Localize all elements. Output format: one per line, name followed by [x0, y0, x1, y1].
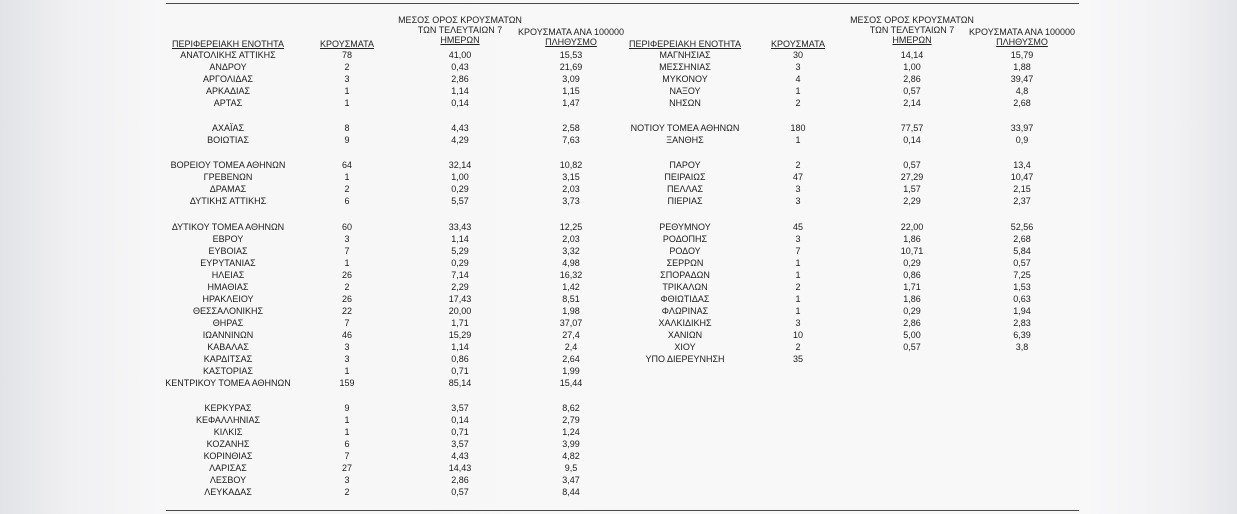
cell-per100k: 1,47	[562, 98, 580, 108]
cell-cases: 1	[795, 135, 801, 145]
cell-region: ΣΕΡΡΩΝ	[666, 258, 704, 268]
cell-per100k: 2,58	[562, 123, 580, 133]
cell-cases: 180	[790, 123, 806, 133]
cell-avg7: 0,29	[903, 258, 921, 268]
cell-cases: 2	[795, 98, 801, 108]
cell-cases: 3	[344, 74, 350, 84]
cell-per100k: 8,62	[562, 403, 580, 413]
cell-per100k: 3,73	[562, 196, 580, 206]
cell-region: ΑΝΔΡΟΥ	[209, 62, 247, 72]
cell-cases: 3	[344, 354, 350, 364]
cell-cases: 30	[792, 50, 804, 60]
cell-avg7: 1,00	[903, 62, 921, 72]
cell-region: ΑΧΑΪΑΣ	[211, 123, 245, 133]
cell-per100k: 15,79	[1010, 50, 1034, 60]
cell-avg7: 0,57	[903, 86, 921, 96]
cell-cases: 3	[795, 62, 801, 72]
cell-cases: 3	[344, 342, 350, 352]
cell-per100k: 2,4	[564, 342, 578, 352]
cell-per100k: 1,24	[562, 427, 580, 437]
cell-per100k: 1,42	[562, 282, 580, 292]
left-header-avg	[398, 15, 522, 45]
cell-region: ΚΑΡΔΙΤΣΑΣ	[203, 354, 253, 364]
right-header-cases: ΚΡΟΥΣΜΑΤΑ	[771, 39, 825, 49]
left-header-per100k	[518, 27, 624, 47]
right-header-avg-line1: ΜΕΣΟΣ ΟΡΟΣ ΚΡΟΥΣΜΑΤΩΝ	[850, 15, 974, 25]
cell-cases: 2	[795, 342, 801, 352]
cell-per100k: 39,47	[1010, 74, 1034, 84]
cell-cases: 3	[795, 234, 801, 244]
cell-region: ΘΕΣΣΑΛΟΝΙΚΗΣ	[192, 306, 264, 316]
cell-per100k: 13,4	[1013, 160, 1031, 170]
cell-cases: 9	[344, 135, 350, 145]
cell-region: ΒΟΙΩΤΙΑΣ	[207, 135, 249, 145]
cell-avg7: 0,86	[903, 270, 921, 280]
cell-avg7: 2,86	[451, 475, 469, 485]
cell-avg7: 32,14	[448, 160, 472, 170]
cell-region: ΚΑΒΑΛΑΣ	[207, 342, 249, 352]
cell-per100k: 7,63	[562, 135, 580, 145]
cell-cases: 4	[795, 74, 801, 84]
cell-avg7: 0,14	[451, 415, 469, 425]
cell-region: ΜΕΣΣΗΝΙΑΣ	[659, 62, 711, 72]
bottom-rule	[166, 510, 1079, 511]
cell-cases: 159	[339, 378, 355, 388]
cell-avg7: 2,86	[903, 318, 921, 328]
cell-region: ΚΟΡΙΝΘΙΑΣ	[203, 451, 253, 461]
cell-cases: 2	[795, 282, 801, 292]
cell-region: ΠΙΕΡΙΑΣ	[667, 196, 703, 206]
cell-region: ΚΙΛΚΙΣ	[213, 427, 243, 437]
cell-per100k: 21,69	[559, 62, 583, 72]
cell-cases: 26	[341, 294, 353, 304]
cell-cases: 3	[795, 318, 801, 328]
cell-region: ΦΛΩΡΙΝΑΣ	[661, 306, 709, 316]
cell-cases: 1	[344, 415, 350, 425]
cell-per100k: 2,03	[562, 184, 580, 194]
cell-avg7: 2,86	[451, 74, 469, 84]
cell-avg7: 0,14	[903, 135, 921, 145]
cell-per100k: 2,83	[1013, 318, 1031, 328]
cell-per100k: 2,64	[562, 354, 580, 364]
cell-per100k: 1,94	[1013, 306, 1031, 316]
right-header-avg	[850, 15, 974, 45]
right-header-per100k-line2: ΠΛΗΘΥΣΜΟ	[996, 37, 1048, 47]
cell-cases: 3	[344, 234, 350, 244]
left-header-per100k-line1: ΚΡΟΥΣΜΑΤΑ ΑΝΑ 100000	[518, 27, 624, 37]
cell-region: ΗΜΑΘΙΑΣ	[207, 282, 249, 292]
cell-cases: 9	[344, 403, 350, 413]
cell-cases: 1	[344, 98, 350, 108]
left-header-avg-line2: ΤΩΝ ΤΕΛΕΥΤΑΙΩΝ 7	[417, 25, 503, 35]
cell-region: ΜΑΓΝΗΣΙΑΣ	[659, 50, 711, 60]
top-rule	[166, 3, 1079, 4]
cell-cases: 10	[792, 330, 804, 340]
cell-cases: 2	[344, 184, 350, 194]
cell-per100k: 16,32	[559, 270, 583, 280]
cell-cases: 1	[795, 270, 801, 280]
cell-cases: 1	[795, 86, 801, 96]
cell-per100k: 3,8	[1015, 342, 1029, 352]
cell-region: ΧΑΝΙΩΝ	[667, 330, 703, 340]
cell-avg7: 20,00	[448, 306, 472, 316]
cell-per100k: 8,44	[562, 487, 580, 497]
cell-per100k: 12,25	[559, 222, 583, 232]
cell-cases: 1	[344, 258, 350, 268]
cell-cases: 1	[344, 86, 350, 96]
cell-region: ΧΑΛΚΙΔΙΚΗΣ	[658, 318, 712, 328]
cell-region: ΕΥΡΥΤΑΝΙΑΣ	[200, 258, 256, 268]
cell-per100k: 3,47	[562, 475, 580, 485]
cell-avg7: 22,00	[900, 222, 924, 232]
cell-avg7: 1,71	[451, 318, 469, 328]
cell-per100k: 8,51	[562, 294, 580, 304]
cell-cases: 2	[344, 282, 350, 292]
cell-avg7: 1,00	[451, 172, 469, 182]
cell-region: ΑΝΑΤΟΛΙΚΗΣ ΑΤΤΙΚΗΣ	[180, 50, 276, 60]
cell-cases: 64	[341, 160, 353, 170]
right-header-per100k	[969, 27, 1075, 47]
cell-avg7: 1,57	[903, 184, 921, 194]
cell-avg7: 14,43	[448, 463, 472, 473]
cell-region: ΑΡΓΟΛΙΔΑΣ	[203, 74, 253, 84]
cell-avg7: 0,43	[451, 62, 469, 72]
cell-cases: 7	[344, 451, 350, 461]
cell-avg7: 1,86	[903, 294, 921, 304]
cell-avg7: 15,29	[448, 330, 472, 340]
cell-region: ΑΡΚΑΔΙΑΣ	[205, 86, 251, 96]
cell-avg7: 0,14	[451, 98, 469, 108]
cell-region: ΕΒΡΟΥ	[212, 234, 244, 244]
cell-region: ΑΡΤΑΣ	[213, 98, 243, 108]
cell-region: ΛΑΡΙΣΑΣ	[209, 463, 247, 473]
cell-region: ΥΠΟ ΔΙΕΡΕΥΝΗΣΗ	[645, 354, 725, 364]
cell-per100k: 0,63	[1013, 294, 1031, 304]
cell-region: ΛΕΣΒΟΥ	[209, 475, 247, 485]
cell-per100k: 1,98	[562, 306, 580, 316]
cell-region: ΣΠΟΡΑΔΩΝ	[660, 270, 710, 280]
cell-region: ΠΕΙΡΑΙΩΣ	[664, 172, 706, 182]
cell-avg7: 5,29	[451, 246, 469, 256]
cell-per100k: 37,07	[559, 318, 583, 328]
cell-per100k: 1,53	[1013, 282, 1031, 292]
cell-per100k: 52,56	[1010, 222, 1034, 232]
cell-per100k: 1,15	[562, 86, 580, 96]
cell-cases: 45	[792, 222, 804, 232]
cell-cases: 27	[341, 463, 353, 473]
cell-per100k: 10,47	[1010, 172, 1034, 182]
cell-avg7: 3,57	[451, 439, 469, 449]
cell-cases: 26	[341, 270, 353, 280]
cell-per100k: 15,53	[559, 50, 583, 60]
cell-region: ΡΕΘΥΜΝΟΥ	[659, 222, 711, 232]
cell-avg7: 7,14	[451, 270, 469, 280]
cell-region: ΤΡΙΚΑΛΩΝ	[662, 282, 708, 292]
cell-avg7: 1,71	[903, 282, 921, 292]
cell-cases: 1	[344, 172, 350, 182]
cell-cases: 2	[795, 160, 801, 170]
cell-avg7: 27,29	[900, 172, 924, 182]
cell-avg7: 1,14	[451, 86, 469, 96]
cell-cases: 47	[792, 172, 804, 182]
cell-region: ΛΕΥΚΑΔΑΣ	[204, 487, 252, 497]
cell-avg7: 4,29	[451, 135, 469, 145]
cell-avg7: 4,43	[451, 451, 469, 461]
cell-cases: 7	[795, 246, 801, 256]
left-header-cases: ΚΡΟΥΣΜΑΤΑ	[320, 39, 374, 49]
cell-region: ΡΟΔΟΠΗΣ	[662, 234, 708, 244]
cell-avg7: 0,57	[451, 487, 469, 497]
cell-per100k: 3,09	[562, 74, 580, 84]
cell-cases: 35	[792, 354, 804, 364]
cell-avg7: 1,14	[451, 342, 469, 352]
cell-avg7: 0,71	[451, 427, 469, 437]
cell-per100k: 3,15	[562, 172, 580, 182]
cell-cases: 3	[795, 196, 801, 206]
cell-region: ΡΟΔΟΥ	[669, 246, 701, 256]
cell-avg7: 0,71	[451, 366, 469, 376]
cell-region: ΔΡΑΜΑΣ	[209, 184, 247, 194]
cell-avg7: 33,43	[448, 222, 472, 232]
cell-avg7: 0,57	[903, 342, 921, 352]
cell-cases: 2	[344, 62, 350, 72]
cell-avg7: 0,29	[451, 258, 469, 268]
cell-region: ΚΕΡΚΥΡΑΣ	[204, 403, 252, 413]
cell-per100k: 2,68	[1013, 234, 1031, 244]
cell-region: ΚΕΝΤΡΙΚΟΥ ΤΟΜΕΑ ΑΘΗΝΩΝ	[165, 378, 291, 388]
cell-region: ΔΥΤΙΚΗΣ ΑΤΤΙΚΗΣ	[189, 196, 267, 206]
cell-avg7: 17,43	[448, 294, 472, 304]
cell-cases: 1	[344, 366, 350, 376]
cell-per100k: 10,82	[559, 160, 583, 170]
cell-avg7: 41,00	[448, 50, 472, 60]
cell-per100k: 1,88	[1013, 62, 1031, 72]
cell-per100k: 4,8	[1015, 86, 1029, 96]
cell-region: ΒΟΡΕΙΟΥ ΤΟΜΕΑ ΑΘΗΝΩΝ	[170, 160, 286, 170]
cell-avg7: 0,29	[903, 306, 921, 316]
cell-per100k: 27,4	[562, 330, 580, 340]
cell-per100k: 2,79	[562, 415, 580, 425]
cell-region: ΗΛΕΙΑΣ	[211, 270, 245, 280]
cell-region: ΧΙΟΥ	[674, 342, 696, 352]
cell-per100k: 1,99	[562, 366, 580, 376]
cell-region: ΦΘΙΩΤΙΔΑΣ	[660, 294, 710, 304]
cell-per100k: 3,99	[562, 439, 580, 449]
cell-cases: 22	[341, 306, 353, 316]
cell-avg7: 2,86	[903, 74, 921, 84]
right-header-region: ΠΕΡΙΦΕΡΕΙΑΚΗ ΕΝΟΤΗΤΑ	[628, 39, 742, 49]
cell-region: ΙΩΑΝΝΙΝΩΝ	[202, 330, 254, 340]
cell-per100k: 7,25	[1013, 270, 1031, 280]
cell-per100k: 2,68	[1013, 98, 1031, 108]
cell-avg7: 1,86	[903, 234, 921, 244]
cell-avg7: 0,29	[451, 184, 469, 194]
cell-cases: 60	[341, 222, 353, 232]
cell-per100k: 5,84	[1013, 246, 1031, 256]
left-header-region: ΠΕΡΙΦΕΡΕΙΑΚΗ ΕΝΟΤΗΤΑ	[171, 39, 285, 49]
cell-avg7: 85,14	[448, 378, 472, 388]
cell-cases: 6	[344, 196, 350, 206]
cell-region: ΚΑΣΤΟΡΙΑΣ	[203, 366, 253, 376]
cell-avg7: 77,57	[900, 123, 924, 133]
cell-per100k: 0,9	[1015, 135, 1029, 145]
left-header-per100k-line2: ΠΛΗΘΥΣΜΟ	[545, 37, 597, 47]
cell-cases: 7	[344, 318, 350, 328]
cell-per100k: 2,15	[1013, 184, 1031, 194]
cell-avg7: 1,14	[451, 234, 469, 244]
cell-cases: 1	[795, 258, 801, 268]
cell-avg7: 2,29	[903, 196, 921, 206]
cell-cases: 1	[344, 427, 350, 437]
cell-per100k: 15,44	[559, 378, 583, 388]
cell-region: ΕΥΒΟΙΑΣ	[208, 246, 248, 256]
cell-cases: 8	[344, 123, 350, 133]
cell-cases: 1	[795, 294, 801, 304]
cell-cases: 78	[341, 50, 353, 60]
cell-region: ΔΥΤΙΚΟΥ ΤΟΜΕΑ ΑΘΗΝΩΝ	[171, 222, 285, 232]
cell-cases: 3	[795, 184, 801, 194]
cell-region: ΗΡΑΚΛΕΙΟΥ	[202, 294, 254, 304]
cell-per100k: 6,39	[1013, 330, 1031, 340]
cell-avg7: 10,71	[900, 246, 924, 256]
cell-cases: 1	[795, 306, 801, 316]
cell-region: ΚΟΖΑΝΗΣ	[206, 439, 250, 449]
cell-region: ΓΡΕΒΕΝΩΝ	[203, 172, 253, 182]
cell-avg7: 3,57	[451, 403, 469, 413]
left-header-avg-line1: ΜΕΣΟΣ ΟΡΟΣ ΚΡΟΥΣΜΑΤΩΝ	[398, 15, 522, 25]
cell-cases: 3	[344, 475, 350, 485]
cell-avg7: 2,29	[451, 282, 469, 292]
cell-cases: 2	[344, 487, 350, 497]
cell-avg7: 5,57	[451, 196, 469, 206]
cell-region: ΚΕΦΑΛΛΗΝΙΑΣ	[195, 415, 261, 425]
cell-per100k: 3,32	[562, 246, 580, 256]
cell-region: ΠΑΡΟΥ	[669, 160, 701, 170]
cell-region: ΜΥΚΟΝΟΥ	[662, 74, 708, 84]
cell-per100k: 4,82	[562, 451, 580, 461]
cell-cases: 6	[344, 439, 350, 449]
cell-avg7: 5,00	[903, 330, 921, 340]
cell-region: ΞΑΝΘΗΣ	[666, 135, 704, 145]
cell-per100k: 0,57	[1013, 258, 1031, 268]
left-header-avg-line3: ΗΜΕΡΩΝ	[440, 35, 480, 45]
right-header-avg-line2: ΤΩΝ ΤΕΛΕΥΤΑΙΩΝ 7	[869, 25, 955, 35]
cell-region: ΘΗΡΑΣ	[212, 318, 244, 328]
cell-region: ΝΑΞΟΥ	[669, 86, 701, 96]
right-header-avg-line3: ΗΜΕΡΩΝ	[892, 35, 932, 45]
cell-avg7: 14,14	[900, 50, 924, 60]
cell-per100k: 2,03	[562, 234, 580, 244]
cell-per100k: 9,5	[564, 463, 578, 473]
cell-avg7: 4,43	[451, 123, 469, 133]
cell-region: ΝΗΣΩΝ	[669, 98, 701, 108]
cell-avg7: 0,86	[451, 354, 469, 364]
cell-avg7: 0,57	[903, 160, 921, 170]
cell-per100k: 33,97	[1010, 123, 1034, 133]
cell-per100k: 4,98	[562, 258, 580, 268]
cell-region: ΝΟΤΙΟΥ ΤΟΜΕΑ ΑΘΗΝΩΝ	[630, 123, 740, 133]
right-header-per100k-line1: ΚΡΟΥΣΜΑΤΑ ΑΝΑ 100000	[969, 27, 1075, 37]
cell-cases: 46	[341, 330, 353, 340]
cell-cases: 7	[344, 246, 350, 256]
cell-per100k: 2,37	[1013, 196, 1031, 206]
cell-region: ΠΕΛΛΑΣ	[666, 184, 704, 194]
cell-avg7: 2,14	[903, 98, 921, 108]
